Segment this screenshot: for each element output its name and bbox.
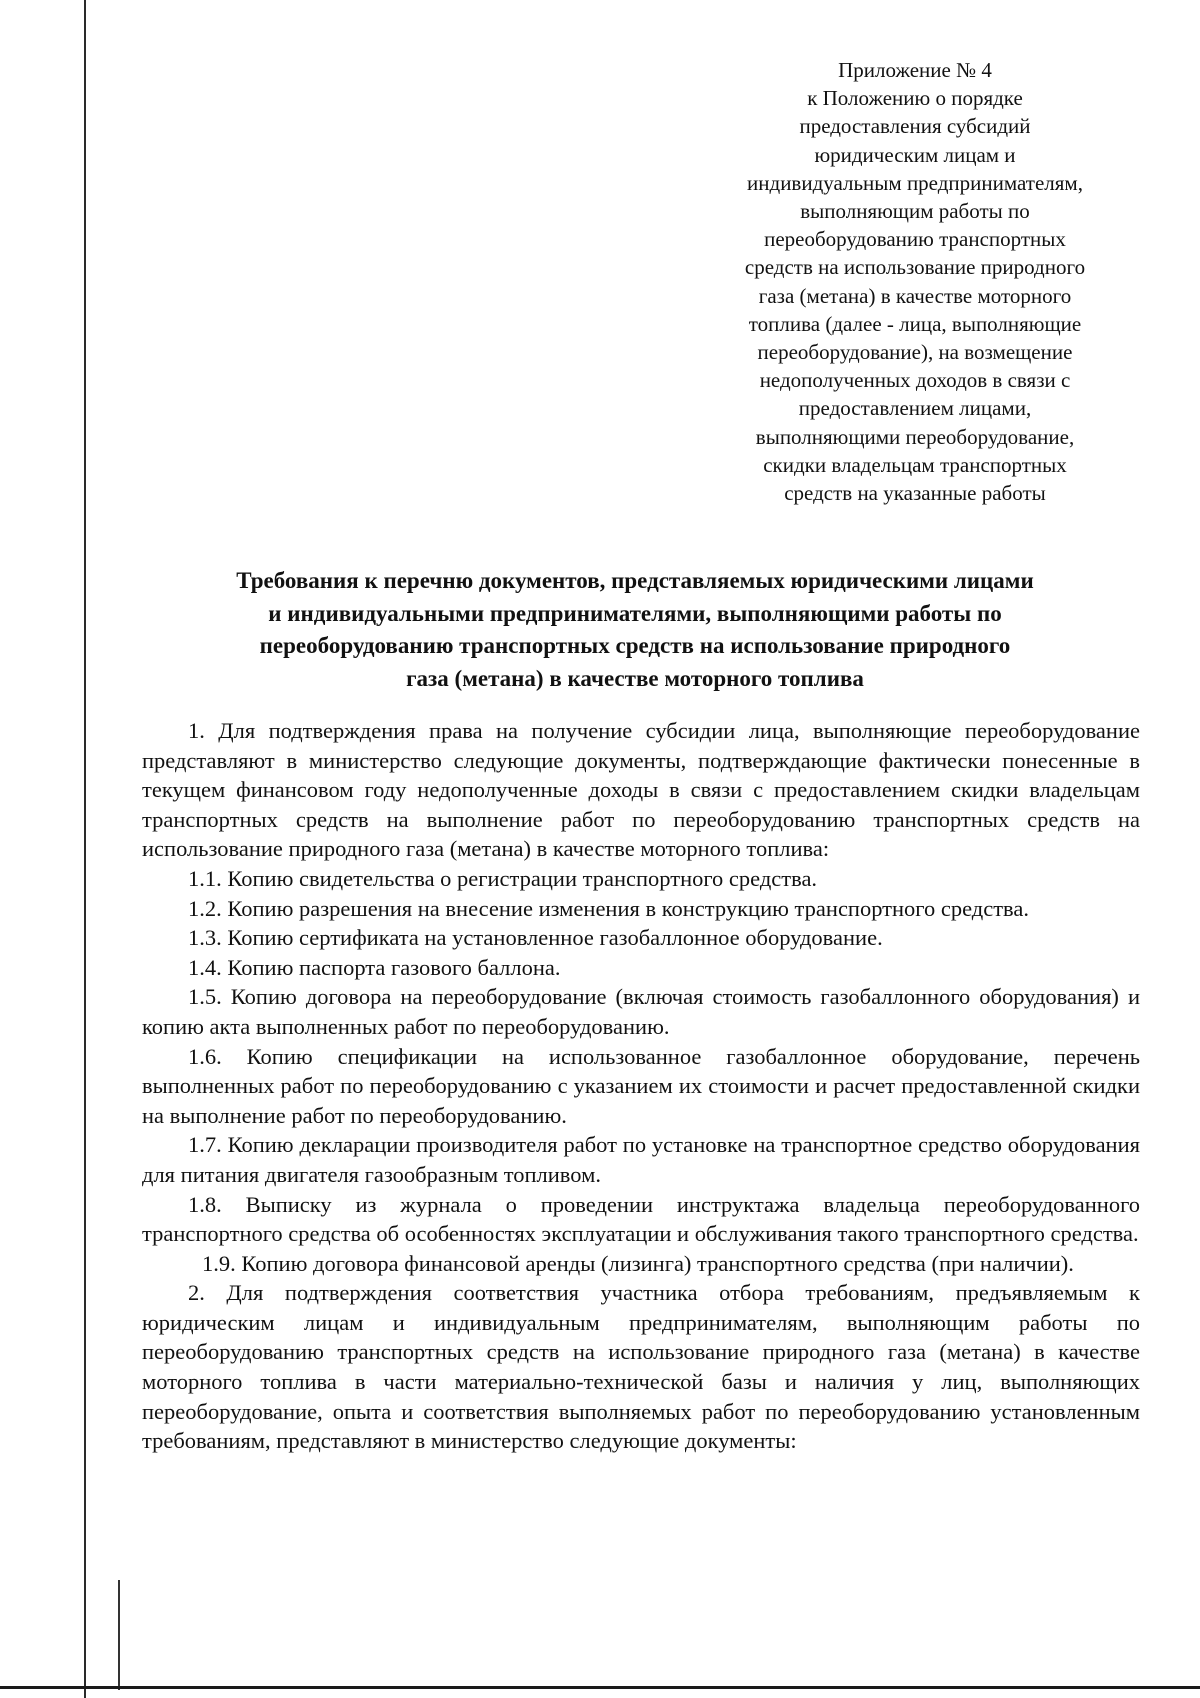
document-body	[142, 716, 1140, 1456]
appendix-line: скидки владельцам транспортных	[763, 452, 1067, 477]
scan-binding-mark	[118, 1580, 120, 1690]
appendix-header	[690, 56, 1140, 507]
item-1-1: 1.1. Копию свидетельства о регистрации транспортного средства.	[188, 865, 818, 891]
appendix-line: средств на указанные работы	[784, 481, 1046, 506]
appendix-line: переоборудование), на возмещение	[757, 340, 1073, 365]
title-line: и индивидуальными предпринимателями, выполняющими работы по	[268, 600, 1002, 626]
appendix-line: средств на использование природного	[744, 255, 1086, 280]
appendix-line: Приложение № 4	[838, 58, 992, 82]
item-1-4: 1.4. Копию паспорта газового баллона.	[188, 954, 561, 980]
item-1-8: 1.8. Выписку из журнала о проведении инструктажа владельца переоборудованного транспортного средства об особенностях эксплуатации и обслуживания такого транспортного средства.	[142, 1191, 1140, 1247]
appendix-line: предоставлением лицами,	[798, 396, 1032, 421]
appendix-line: недополученных доходов в связи с	[759, 368, 1071, 393]
appendix-line: юридическим лицам и	[814, 142, 1016, 167]
scan-bottom-edge	[0, 1686, 1200, 1689]
title-line: переоборудованию транспортных средств на использование природного	[259, 633, 1011, 658]
appendix-line: газа (метана) в качестве моторного	[758, 283, 1072, 308]
appendix-line: выполняющими переоборудование,	[755, 424, 1075, 449]
scan-left-edge	[84, 0, 86, 1698]
paragraph-2: 2. Для подтверждения соответствия участника отбора требованиям, предъявляемым к юридическим лицам и индивидуальным предпринимателям, выполняющим работы по переоборудованию транспортных средств на использование природного газа (метана) в качестве моторного топлива в части материально-технической базы и наличия у лиц, выполняющих переоборудование, опыта и соответствия выполняемых работ по переоборудованию установленным требованиям, представляют в министерство следующие документы:	[142, 1280, 1140, 1454]
title-line: Требования к перечню документов, представляемых юридическими лицами	[236, 568, 1034, 593]
item-1-7: 1.7. Копию декларации производителя работ по установке на транспортное средство оборудования для питания двигателя газообразным топливом.	[142, 1132, 1140, 1187]
appendix-line: топлива (далее - лица, выполняющие	[748, 311, 1082, 336]
document-title	[130, 565, 1140, 695]
item-1-5: 1.5. Копию договора на переоборудование (включая стоимость газобаллонного оборудования) и копию акта выполненных работ по переоборудованию.	[142, 984, 1140, 1039]
appendix-line: к Положению о порядке	[807, 86, 1023, 111]
title-line: газа (метана) в качестве моторного топлива	[406, 665, 864, 691]
item-1-2: 1.2. Копию разрешения на внесение изменения в конструкцию транспортного средства.	[188, 895, 1029, 921]
appendix-line: переоборудованию транспортных	[764, 227, 1066, 252]
appendix-line: предоставления субсидий	[799, 114, 1031, 139]
appendix-line: индивидуальным предпринимателям,	[747, 170, 1083, 195]
item-1-6: 1.6. Копию спецификации на использованное газобаллонное оборудование, перечень выполненных работ по переоборудованию с указанием их стоимости и расчет предоставленной скидки на выполнение работ по переоборудованию.	[142, 1043, 1140, 1128]
item-1-9: 1.9. Копию договора финансовой аренды (лизинга) транспортного средства (при наличии).	[202, 1250, 1074, 1276]
item-1-3: 1.3. Копию сертификата на установленное газобаллонное оборудование.	[188, 925, 883, 951]
paragraph-1: 1. Для подтверждения права на получение субсидии лица, выполняющие переоборудование представляют в министерство следующие документы, подтверждающие фактически понесенные в текущем финансовом году недополученные доходы в связи с предоставлением скидки владельцам транспортных средств на выполнение работ по переоборудованию транспортных средств на использование природного газа (метана) в качестве моторного топлива:	[142, 718, 1140, 862]
appendix-line: выполняющим работы по	[800, 199, 1030, 224]
